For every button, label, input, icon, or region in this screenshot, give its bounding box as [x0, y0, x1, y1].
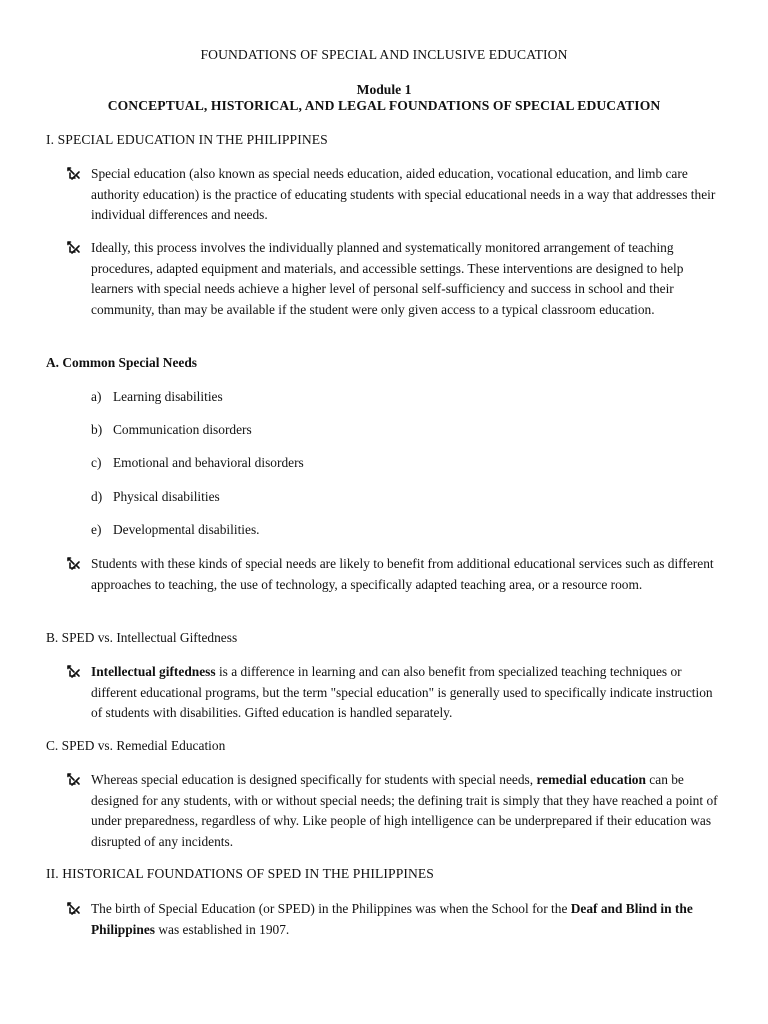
list-item — [91, 422, 252, 438]
list-item-label: Learning disabilities — [113, 389, 223, 404]
list-item — [91, 489, 220, 505]
list-item-letter: a) — [91, 389, 102, 404]
bullet-paragraph — [66, 554, 726, 595]
bullet-paragraph — [66, 770, 726, 852]
bullet-mark-icon — [66, 664, 82, 680]
bullet-text: Special education (also known as special needs education, aided education, vocational education, and limb care authority education) is the practice of educating students with special educational needs in a way that addresses their individual differences and needs. — [91, 166, 716, 223]
bullet-text-pre: Whereas special education is designed specifically for students with special needs, — [91, 772, 537, 787]
subsection-heading-giftedness: B. SPED vs. Intellectual Giftedness — [46, 630, 238, 645]
list-item-letter: d) — [91, 489, 103, 504]
bullet-mark-icon — [66, 556, 82, 572]
bullet-text-pre: The birth of Special Education (or SPED) in the Philippines was when the School for the — [91, 901, 571, 916]
document-title: FOUNDATIONS OF SPECIAL AND INCLUSIVE EDUCATION — [200, 47, 568, 62]
list-item-letter: c) — [91, 455, 102, 470]
bullet-text — [91, 662, 726, 724]
bold-term: Deaf and Blind in the Philippines — [91, 901, 693, 937]
list-item-label: Physical disabilities — [113, 489, 220, 504]
section-heading-historical: II. HISTORICAL FOUNDATIONS OF SPED IN THE PHILIPPINES — [46, 866, 434, 881]
bullet-paragraph — [66, 164, 726, 226]
list-item-label: Communication disorders — [113, 422, 252, 437]
list-item — [91, 522, 260, 538]
bullet-paragraph — [66, 238, 726, 320]
bullet-text: Students with these kinds of special needs are likely to benefit from additional educational services such as different approaches to teaching, the use of technology, a specifically adapted teaching area, or a resource room. — [91, 556, 714, 592]
bullet-paragraph — [66, 662, 726, 724]
module-title: CONCEPTUAL, HISTORICAL, AND LEGAL FOUNDATIONS OF SPECIAL EDUCATION — [107, 98, 661, 113]
bullet-mark-icon — [66, 240, 82, 256]
bullet-text-post: was established in 1907. — [155, 921, 290, 937]
module-label: Module 1 — [356, 82, 412, 97]
bullet-mark-icon — [66, 166, 82, 182]
bullet-text-post: can be designed for any students, with or without special needs; the defining trait is simply that they have reached a point of under preparedness, regardless of why. Like people of high intelligence can be underprepared if their education was disrupted of any incidents. — [91, 772, 718, 849]
list-item-label: Emotional and behavioral disorders — [113, 455, 304, 470]
bullet-text — [91, 899, 726, 940]
bullet-text: Ideally, this process involves the individually planned and systematically monitored arrangement of teaching procedures, adapted equipment and materials, and accessible settings. These interventions are designed to help learners with special needs achieve a higher level of personal self-sufficiency and success in school and their community, than may be available if the student were only given access to a typical classroom education. — [91, 240, 684, 317]
list-item — [91, 389, 223, 405]
bold-term: Intellectual giftedness — [91, 664, 216, 679]
bullet-mark-icon — [66, 772, 82, 788]
bullet-text-rest: is a difference in learning and can also benefit from specialized teaching techniques or different educational programs, but the term "special education" is generally used to specifically indicate instruction of students with disabilities. Gifted education is handled separately. — [91, 664, 713, 721]
list-item — [91, 455, 304, 471]
bullet-mark-icon — [66, 901, 82, 917]
bullet-text — [91, 770, 726, 852]
section-heading-special-education: I. SPECIAL EDUCATION IN THE PHILIPPINES — [46, 132, 328, 147]
list-item-label: Developmental disabilities. — [113, 522, 260, 537]
subsection-heading-common-needs: A. Common Special Needs — [46, 355, 198, 370]
list-item-letter: e) — [91, 522, 102, 537]
bullet-paragraph — [66, 899, 726, 940]
bold-term: remedial education — [536, 772, 646, 787]
subsection-heading-remedial: C. SPED vs. Remedial Education — [46, 738, 226, 753]
list-item-letter: b) — [91, 422, 103, 437]
